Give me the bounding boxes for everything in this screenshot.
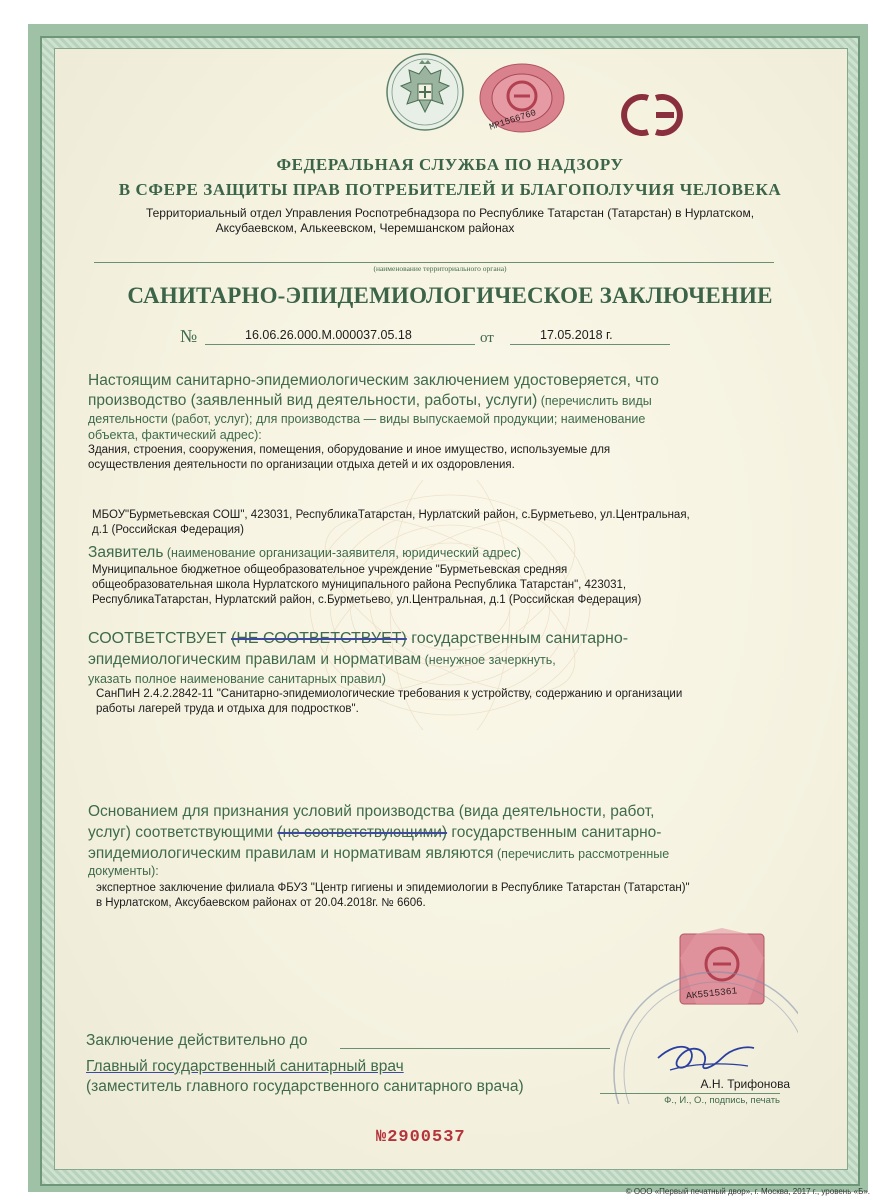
address-line1: МБОУ"Бурметьевская СОШ", 423031, РеспубликаТатарстан, Нурлатский район, с.Бурметьево, ул.Центральная, [92,509,690,521]
signer-caption: Ф., И., О., подпись, печать [664,1095,780,1106]
rules-line2: работы лагерей труда и отдыха для подростков". [96,703,359,715]
date-underline [510,344,670,345]
applicant-label: Заявитель [88,544,164,561]
signer-underline [600,1093,780,1094]
conformity-line2-hint: (ненужное зачеркнуть, [421,653,556,667]
complies-word: СООТВЕТСТВУЕТ [88,630,227,647]
signer-title: Главный государственный санитарный врач [86,1058,404,1075]
document-number: 16.06.26.000.М.000037.05.18 [245,328,412,342]
intro-line3: деятельности (работ, услуг); для производства — виды выпускаемой продукции; наименование [88,412,646,426]
basis-doc-line1: экспертное заключение филиала ФБУЗ "Центр гигиены и эпидемиологии в Республике Татарстан (Татарстан)" [96,882,690,894]
applicant-line1: Муниципальное бюджетное общеобразовательное учреждение "Бурметьевская средняя [92,564,568,576]
number-underline [205,344,475,345]
serial-number: №2900537 [376,1128,466,1147]
intro-line4: объекта, фактический адрес): [88,428,262,442]
basis-line4: документы): [88,864,159,878]
applicant-heading [88,544,521,562]
signer-name: А.Н. Трифонова [700,1077,790,1091]
intro-line1: Настоящим санитарно-эпидемиологическим заключением удостоверяется, что [88,372,659,389]
document-date: 17.05.2018 г. [540,328,613,342]
intro-line2-hint: (перечислить виды [537,394,652,408]
office-caption: (наименование территориального органа) [373,264,507,273]
conformity-line1-rest: государственным санитарно- [406,630,629,647]
basis-line2-end: государственным санитарно- [447,824,662,841]
valid-until-underline [340,1048,610,1049]
basis-line3-hint: (перечислить рассмотренные [493,847,670,861]
conformity-line3: указать полное наименование санитарных правил) [88,672,386,686]
office-underline [94,262,774,263]
signature-icon [650,1028,760,1078]
intro-line2 [88,392,652,410]
hologram-top-code: МР1556760 [488,108,538,133]
activity-line1: Здания, строения, сооружения, помещения, оборудование и иное имущество, используемые для [88,444,611,456]
agency-name-line1: ФЕДЕРАЛЬНАЯ СЛУЖБА ПО НАДЗОРУ [276,155,624,174]
conformity-line2 [88,651,556,669]
conformity-line2-main: эпидемиологическим правилам и нормативам [88,651,422,668]
basis-line3 [88,845,669,863]
basis-line1: Основанием для признания условий производства (вида деятельности, работ, [88,803,655,820]
not-complies-word: (НЕ СООТВЕТСТВУЕТ) [230,630,407,647]
applicant-caption: (наименование организации-заявителя, юридический адрес) [163,546,522,560]
coat-of-arms-emblem-icon [385,52,465,132]
conformity-line1 [88,630,628,648]
applicant-line3: РеспубликаТатарстан, Нурлатский район, с.Бурметьево, ул.Центральная, д.1 (Российская Федерация) [92,594,642,606]
activity-line2: осуществления деятельности по организации отдыха детей и их оздоровления. [88,459,515,471]
document-title: САНИТАРНО-ЭПИДЕМИОЛОГИЧЕСКОЕ ЗАКЛЮЧЕНИЕ [127,283,773,308]
basis-line3-main: эпидемиологическим правилам и нормативам являются [88,845,494,862]
printer-imprint: © ООО «Первый печатный двор», г. Москва, 2017 г., уровень «Б». [625,1187,870,1196]
intro-line2-main: производство (заявленный вид деятельности, работы, услуги) [88,392,538,409]
office-name-line1: Территориальный отдел Управления Роспотребнадзора по Республике Татарстан (Татарстан) в Нурлатском, [145,206,755,220]
number-label: № [180,326,198,346]
basis-line2 [88,824,661,842]
address-line2: д.1 (Российская Федерация) [92,524,244,536]
signer-alt-title: (заместитель главного государственного санитарного врача) [86,1078,524,1095]
rules-line1: СанПиН 2.4.2.2842-11 "Санитарно-эпидемиологические требования к устройству, содержанию и организации [96,688,683,700]
basis-not-complies: (не соответствующими) [277,824,448,841]
certification-mark-icon [612,90,692,140]
applicant-line2: общеобразовательная школа Нурлатского муниципального района Республика Татарстан", 423031, [92,579,627,591]
valid-until-label: Заключение действительно до [86,1032,308,1049]
agency-name-line2: В СФЕРЕ ЗАЩИТЫ ПРАВ ПОТРЕБИТЕЛЕЙ И БЛАГОПОЛУЧИЯ ЧЕЛОВЕКА [118,180,782,199]
basis-doc-line2: в Нурлатском, Аксубаевском районах от 20.04.2018г. № 6606. [96,897,426,909]
date-label: от [480,330,494,346]
hologram-code: АК5515361 [685,985,738,1002]
office-name-line2: Аксубаевском, Алькеевском, Черемшанском районах [215,221,515,235]
basis-line2-start: услуг) соответствующими [88,824,278,841]
